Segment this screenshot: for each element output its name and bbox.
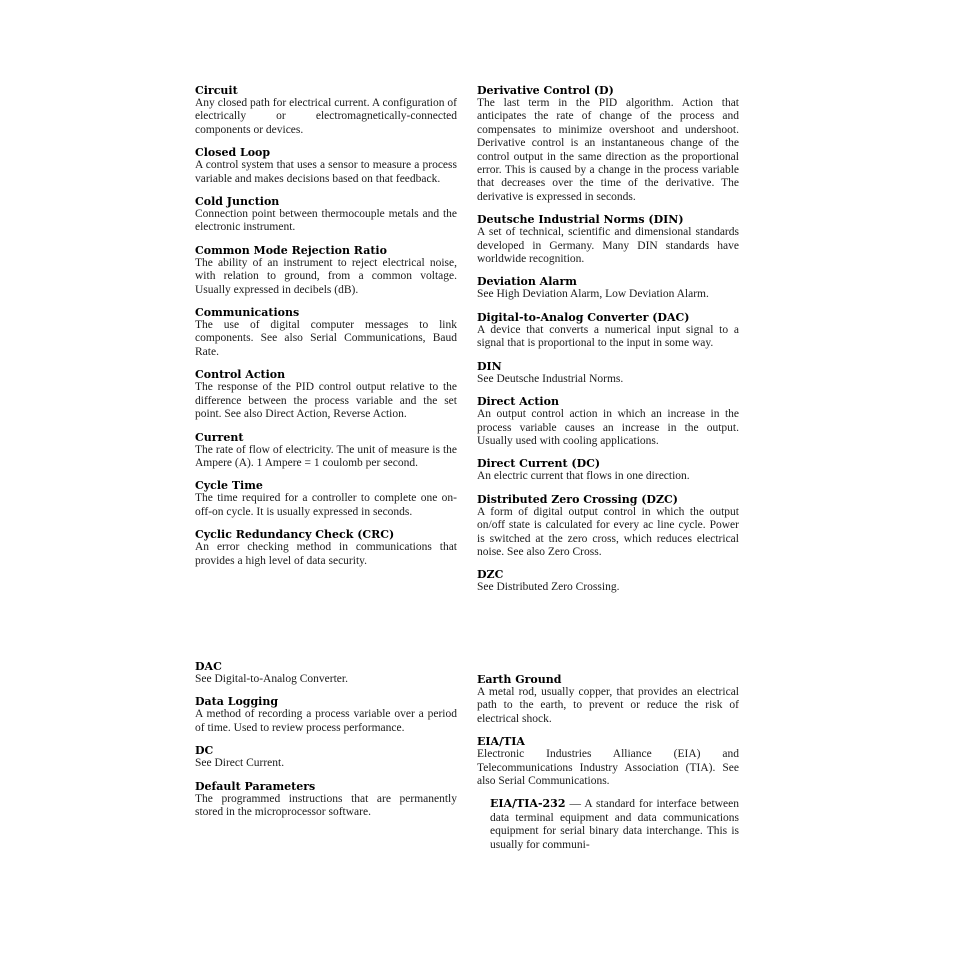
glossary-term: Closed Loop xyxy=(195,146,271,160)
glossary-definition: A method of recording a process variable over a period of time. Used to review process performance. xyxy=(195,708,457,734)
glossary-term: Cyclic Redundancy Check (CRC) xyxy=(195,528,395,542)
glossary-term: EIA/TIA xyxy=(477,735,525,749)
glossary-term: DC xyxy=(195,744,214,758)
glossary-definition: An output control action in which an increase in the process variable causes an increase in the output. Usually used with cooling applications. xyxy=(477,408,739,447)
glossary-entry-cyclic-redundancy-check xyxy=(195,528,457,568)
glossary-entry-default-parameters xyxy=(195,780,457,820)
glossary-definition: Connection point between thermocouple metals and the electronic instrument. xyxy=(195,208,457,234)
glossary-term: Deutsche Industrial Norms (DIN) xyxy=(477,213,684,227)
glossary-term: Common Mode Rejection Ratio xyxy=(195,243,387,257)
glossary-column-right-top xyxy=(477,84,739,604)
glossary-definition: See High Deviation Alarm, Low Deviation Alarm. xyxy=(477,288,709,301)
glossary-term: Derivative Control (D) xyxy=(477,84,614,97)
glossary-term: Data Logging xyxy=(195,695,279,709)
glossary-definition: See Distributed Zero Crossing. xyxy=(477,581,620,594)
glossary-sub-separator: — xyxy=(565,798,585,811)
glossary-definition: The rate of flow of electricity. The unit of measure is the Ampere (A). 1 Ampere = 1 coulomb per second. xyxy=(195,443,457,469)
glossary-term: Direct Current (DC) xyxy=(477,457,601,471)
glossary-definition: An error checking method in communications that provides a high level of data security. xyxy=(195,541,457,567)
glossary-term: Earth Ground xyxy=(477,673,562,686)
glossary-entry-digital-to-analog-converter xyxy=(477,311,739,351)
glossary-term: Digital-to-Analog Converter (DAC) xyxy=(477,310,690,324)
glossary-definition: The ability of an instrument to reject electrical noise, with relation to ground, from a common voltage. Usually expressed in decibels (dB). xyxy=(195,256,457,296)
glossary-term: Current xyxy=(195,430,244,444)
glossary-entry-current xyxy=(195,431,457,471)
glossary-definition: A control system that uses a sensor to measure a process variable and makes decisions based on that feedback. xyxy=(195,159,457,185)
glossary-column-right-bottom xyxy=(477,673,739,852)
glossary-entry-data-logging xyxy=(195,695,457,735)
glossary-entry-distributed-zero-crossing xyxy=(477,493,739,560)
glossary-sub-entry-eia-tia-232 xyxy=(490,797,739,852)
glossary-entry-direct-action xyxy=(477,395,739,448)
glossary-definition: The last term in the PID algorithm. Action that anticipates the rate of change of the process and compensates to minimize overshoot and undershoot. Derivative control is an instantaneous change of the control output in the same direction as the proportional error. This is caused by a change in the process variable that decreases over the time of the derivative. The derivative is expressed in seconds. xyxy=(477,97,739,203)
glossary-term: Direct Action xyxy=(477,395,559,409)
glossary-definition: A device that converts a numerical input signal to a signal that is proportional to the input in some way. xyxy=(477,323,739,350)
glossary-definition: An electric current that flows in one direction. xyxy=(477,470,690,483)
glossary-entry-cold-junction xyxy=(195,195,457,235)
glossary-column-left-top xyxy=(195,84,457,577)
glossary-term: Distributed Zero Crossing (DZC) xyxy=(477,492,678,506)
glossary-definition: See Deutsche Industrial Norms. xyxy=(477,372,624,385)
glossary-definition: The response of the PID control output relative to the difference between the process variable and the set point. See also Direct Action, Reverse Action. xyxy=(195,381,457,421)
glossary-entry-control-action xyxy=(195,368,457,421)
glossary-definition: Any closed path for electrical current. A configuration of electrically or electromagnetically-connected components or devices. xyxy=(195,97,457,136)
glossary-entry-circuit xyxy=(195,84,457,137)
glossary-definition: A metal rod, usually copper, that provides an electrical path to the earth, to prevent or reduce the risk of electrical shock. xyxy=(477,686,739,725)
glossary-entry-direct-current xyxy=(477,457,739,483)
glossary-entry-dzc xyxy=(477,568,739,594)
glossary-entry-deutsche-industrial-norms xyxy=(477,213,739,266)
glossary-entry-derivative-control xyxy=(477,84,739,204)
glossary-term: Cold Junction xyxy=(195,195,280,209)
glossary-column-left-bottom xyxy=(195,660,457,828)
glossary-term: Communications xyxy=(195,306,300,320)
glossary-term: DZC xyxy=(477,568,504,582)
glossary-definition: See Direct Current. xyxy=(195,757,285,770)
glossary-definition: The programmed instructions that are permanently stored in the microprocessor software. xyxy=(195,792,457,819)
glossary-definition: A form of digital output control in which the output on/off state is calculated for every ac line cycle. Power is switched at the zero cross, which reduces electrical noise. See also Zero Cross. xyxy=(477,505,739,558)
glossary-entry-communications xyxy=(195,306,457,359)
glossary-entry-din xyxy=(477,360,739,386)
glossary-definition: A set of technical, scientific and dimensional standards developed in Germany. Many DIN standards have worldwide recognition. xyxy=(477,226,739,266)
glossary-sub-definition: A standard for interface between data terminal equipment and data communications equipment for serial binary data interchange. This is usually for communi- xyxy=(490,798,739,851)
glossary-term: DIN xyxy=(477,359,502,373)
glossary-entry-dc xyxy=(195,744,457,770)
glossary-entry-deviation-alarm xyxy=(477,275,739,301)
glossary-entry-cycle-time xyxy=(195,479,457,519)
glossary-term: Circuit xyxy=(195,84,238,97)
glossary-entry-common-mode-rejection-ratio xyxy=(195,244,457,297)
glossary-sub-term: EIA/TIA-232 xyxy=(490,797,566,811)
glossary-entry-dac xyxy=(195,660,457,686)
glossary-term: Control Action xyxy=(195,368,286,382)
glossary-definition: See Digital-to-Analog Converter. xyxy=(195,673,348,685)
glossary-term: Cycle Time xyxy=(195,479,263,493)
glossary-term: Default Parameters xyxy=(195,779,316,793)
glossary-term: Deviation Alarm xyxy=(477,275,577,289)
glossary-entry-closed-loop xyxy=(195,146,457,186)
glossary-entry-earth-ground xyxy=(477,673,739,726)
glossary-definition: The use of digital computer messages to link components. See also Serial Communications, Baud Rate. xyxy=(195,319,457,358)
glossary-term: DAC xyxy=(195,660,222,673)
glossary-entry-eia-tia xyxy=(477,735,739,788)
glossary-definition: The time required for a controller to complete one on-off-on cycle. It is usually expressed in seconds. xyxy=(195,492,457,518)
glossary-definition: Electronic Industries Alliance (EIA) and Telecommunications Industry Association (TIA). See also Serial Communications. xyxy=(477,748,739,788)
